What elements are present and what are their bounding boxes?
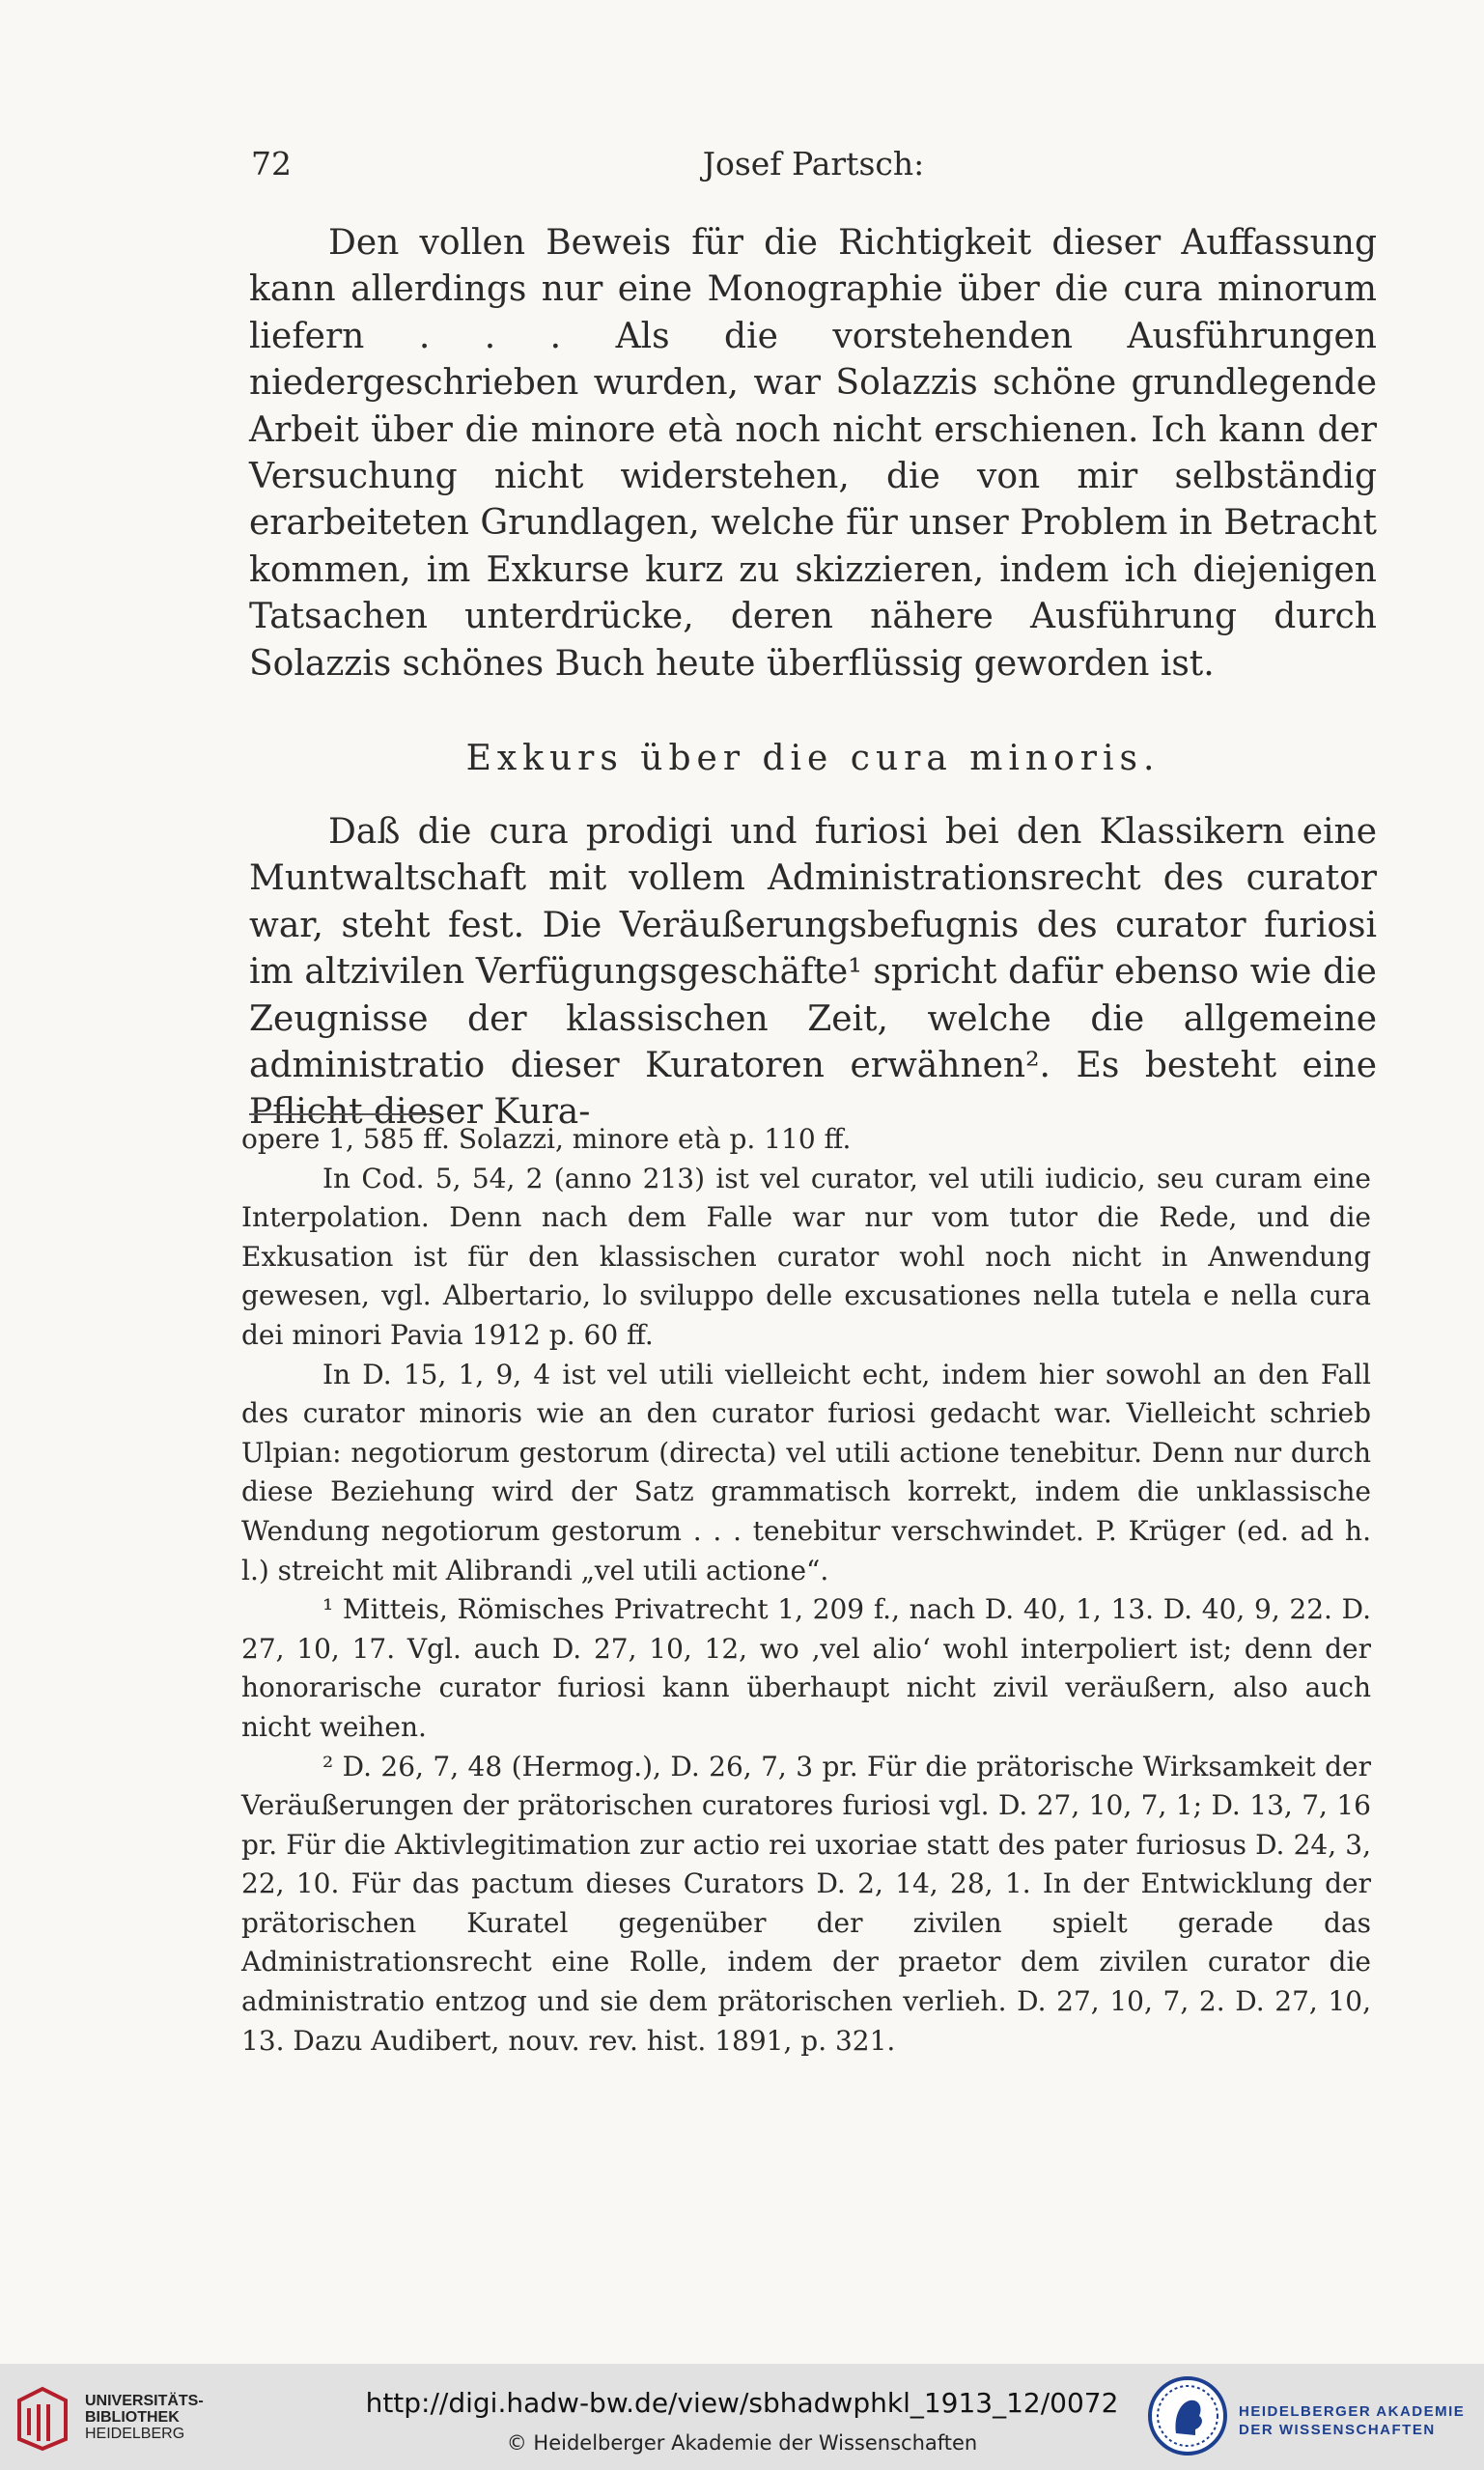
footnote: In D. 15, 1, 9, 4 ist vel utili vielleicht echt, indem hier sowohl an den Fall des curator minoris wie an den curator furiosi gedacht war. Vielleicht schrieb Ulpian: negotiorum gestorum (directa) vel utili actione tenebitur. Denn nur durch diese Beziehung wird der Satz grammatisch korrekt, indem die unklassische Wendung negotiorum gestorum . . . tenebitur verschwindet. P. Krüger (ed. ad h. l.) streicht mit Alibrandi „vel utili actione“. <box>241 1358 1371 1586</box>
academy-name <box>1239 2402 1465 2439</box>
library-line: BIBLIOTHEK <box>85 2409 180 2426</box>
running-head: Josef Partsch: <box>702 145 925 182</box>
academy-line: HEIDELBERGER AKADEMIE <box>1239 2403 1466 2420</box>
paragraph-text: Daß die cura prodigi und furiosi bei den Klassikern eine Muntwaltschaft mit vollem Administrationsrecht des curator war, steht fest. Die Veräußerungsbefugnis des curator furiosi im altzivilen Verfügungsgeschäfte¹ spricht dafür ebenso wie die Zeugnisse der klassischen Zeit, welche die allgemeine administratio dieser Kuratoren erwähnen². Es besteht eine Pflicht dieser Kura- <box>249 812 1377 1133</box>
academy-seal-icon[interactable] <box>1147 2375 1228 2456</box>
footnote-2: ² D. 26, 7, 48 (Hermog.), D. 26, 7, 3 pr. Für die prätorische Wirksamkeit der Veräußerungen der prätorischen curatores furiosi vgl. D. 27, 10, 7, 1; D. 13, 7, 16 pr. Für die Aktivlegitimation zur actio rei uxoriae statt des pater furiosus D. 24, 3, 22, 10. Für das pactum dieses Curators D. 2, 14, 28, 1. In der Entwicklung der prätorischen Kuratel gegenüber der zivilen spielt gerade das Administrationsrecht eine Rolle, indem der praetor dem zivilen curator die administratio entzog und sie dem prätorischen verlieh. D. 27, 10, 7, 2. D. 27, 10, 13. Dazu Audibert, nouv. rev. hist. 1891, p. 321. <box>241 1750 1371 2057</box>
footnote-1: ¹ Mitteis, Römisches Privatrecht 1, 209 f., nach D. 40, 1, 13. D. 40, 9, 22. D. 27, 10, 17. Vgl. auch D. 27, 10, 12, wo ‚vel alio‘ wohl interpoliert ist; denn der honorarische curator furiosi kann überhaupt nicht zivil veräußern, also auch nicht weihen. <box>241 1593 1371 1743</box>
footnote-continuation: opere 1, 585 ff. Solazzi, minore età p. 110 ff. <box>241 1123 852 1155</box>
body-paragraph-2 <box>249 809 1377 1137</box>
footnote: In Cod. 5, 54, 2 (anno 213) ist vel curator, vel utili iudicio, seu curam eine Interpolation. Denn nach dem Falle war nur vom tutor die Rede, und die Exkusation ist für den klassischen curator wohl noch nicht in Anwendung gewesen, vgl. Albertario, lo sviluppo delle excusationes nella tutela e nella cura dei minori Pavia 1912 p. 60 ff. <box>241 1162 1371 1351</box>
body-paragraph-1 <box>249 220 1377 688</box>
footnote-rule <box>249 1113 433 1115</box>
page-number: 72 <box>251 145 292 182</box>
footnotes <box>241 1120 1371 2061</box>
library-line: HEIDELBERG <box>85 2426 185 2442</box>
footer-bar <box>0 2364 1484 2470</box>
permalink-url[interactable]: http://digi.hadw-bw.de/view/sbhadwphkl_1913_12/0072 <box>365 2387 1119 2419</box>
copyright-notice: © Heidelberger Akademie der Wissenschaften <box>506 2431 978 2455</box>
academy-line: DER WISSENSCHAFTEN <box>1239 2422 1436 2438</box>
paragraph-text: Den vollen Beweis für die Richtigkeit dieser Auffassung kann allerdings nur eine Monographie über die cura minorum liefern . . . Als die vorstehenden Ausführungen niedergeschrieben wurden, war Solazzis schöne grundlegende Arbeit über die minore età noch nicht erschienen. Ich kann der Versuchung nicht widerstehen, die von mir selbständig erarbeiteten Grundlagen, welche für unser Problem in Betracht kommen, im Exkurse kurz zu skizzieren, indem ich diejenigen Tatsachen unterdrücke, deren nähere Ausführung durch Solazzis schönes Buch heute überflüssig geworden ist. <box>249 223 1377 684</box>
page-header <box>251 145 1376 203</box>
section-heading: Exkurs über die cura minoris. <box>465 739 1161 778</box>
library-line: UNIVERSITÄTS- <box>85 2393 204 2409</box>
